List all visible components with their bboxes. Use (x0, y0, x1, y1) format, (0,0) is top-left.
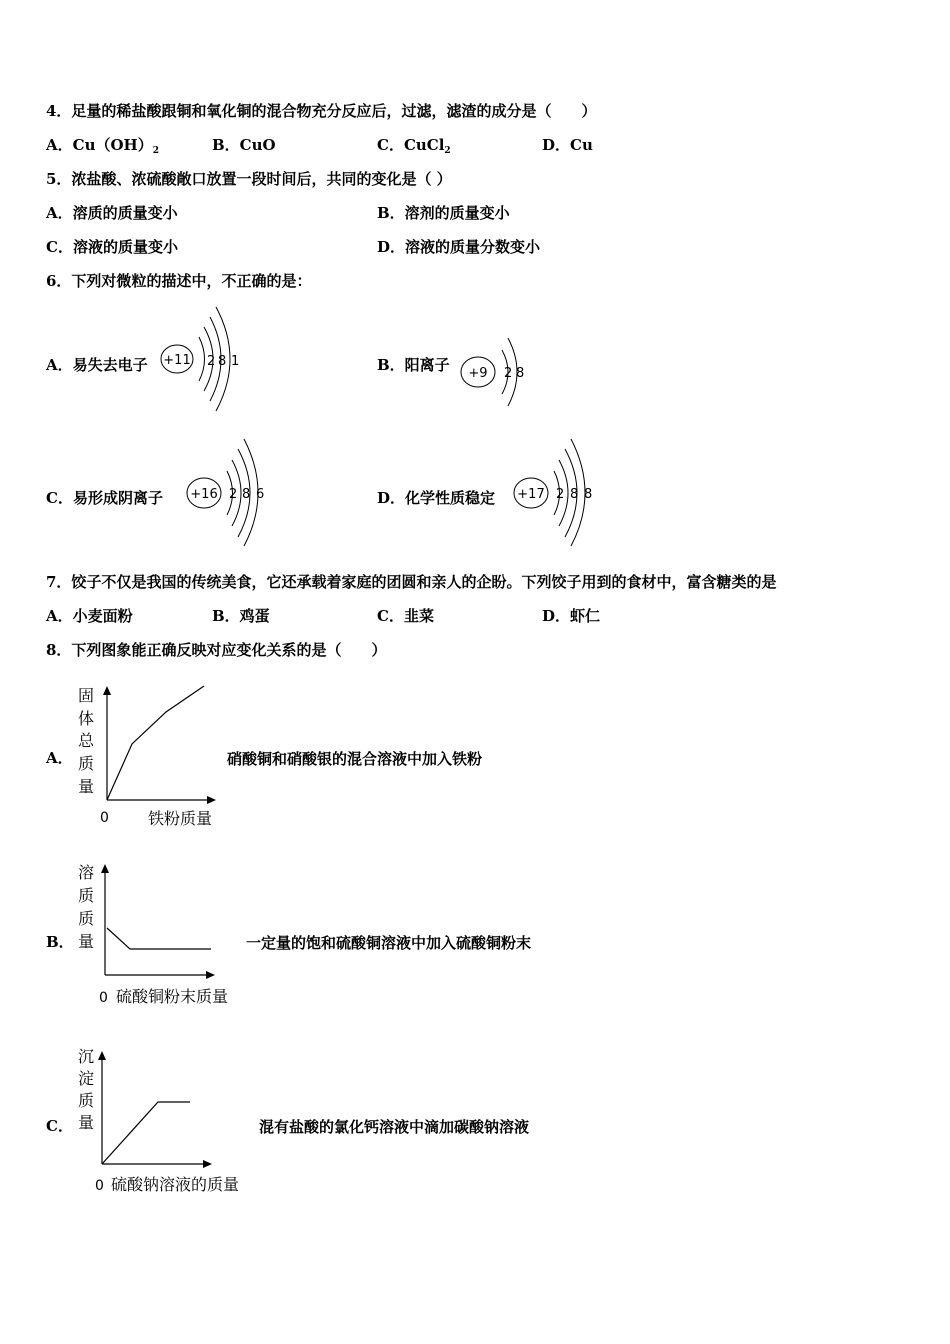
shell-count: 2 (207, 354, 216, 369)
nucleus-charge: +17 (517, 487, 545, 502)
shell-count: 8 (242, 487, 251, 502)
q6-stem: 6．下列对微粒的描述中，不正确的是： (46, 272, 312, 290)
y-axis-label-char: 质 (78, 1091, 95, 1110)
q7-option-b[interactable]: B．鸡蛋 (212, 607, 270, 625)
y-axis-label-char: 沉 (78, 1047, 95, 1066)
origin-label: 0 (100, 810, 109, 826)
y-axis-label-char: 固 (78, 686, 95, 705)
y-axis-label-char: 量 (78, 932, 95, 951)
q7-stem: 7．饺子不仅是我国的传统美食，它还承载着家庭的团圆和亲人的企盼。下列饺子用到的食材中，富含糖类的是 (46, 573, 777, 591)
q8-option-c[interactable]: C． (46, 1117, 73, 1135)
data-line (107, 928, 211, 949)
q7-option-c[interactable]: C．韭菜 (377, 607, 434, 625)
q8-option-a[interactable]: A． (46, 749, 73, 767)
q4-option-a[interactable] (46, 135, 159, 161)
x-axis-label: 铁粉质量 (148, 809, 213, 828)
shell-count: 8 (218, 354, 227, 369)
x-axis-label: 硫酸钠溶液的质量 (111, 1175, 240, 1194)
q7-option-d[interactable]: D．虾仁 (542, 607, 601, 625)
q4-option-a-sub: 2 (152, 146, 159, 156)
nucleus-charge: +11 (163, 353, 191, 368)
x-axis-arrow (206, 971, 215, 979)
y-axis-arrow (98, 1051, 106, 1060)
graph-a (74, 682, 234, 832)
q4-option-c-text: C．CuCl (377, 136, 445, 154)
y-axis-label-char: 体 (78, 709, 95, 728)
atom-diagram-d (512, 436, 602, 548)
q8-option-c-desc: 混有盐酸的氯化钙溶液中滴加碳酸钠溶液 (259, 1118, 530, 1136)
shell-count: 6 (256, 487, 265, 502)
q8-option-b[interactable]: B． (46, 933, 74, 951)
q4-option-a-text: A．Cu（OH） (46, 136, 153, 154)
y-axis-label-char: 溶 (78, 863, 95, 882)
shell-count: 2 (229, 487, 238, 502)
shell-count: 8 (570, 487, 579, 502)
graph-c (74, 1044, 264, 1196)
q6-option-d[interactable]: D．化学性质稳定 (377, 489, 496, 507)
shell-count: 8 (516, 366, 525, 381)
q4-option-c[interactable] (377, 135, 451, 161)
atom-diagram-c (184, 436, 274, 548)
shell-count: 1 (231, 354, 240, 369)
origin-label: 0 (95, 1178, 104, 1194)
data-line (102, 1102, 190, 1164)
shell-count: 2 (504, 366, 513, 381)
atom-diagram-a (158, 303, 248, 415)
y-axis-label-char: 质 (78, 886, 95, 905)
y-axis-label-char: 质 (78, 754, 95, 773)
shell-count: 2 (556, 487, 565, 502)
q8-option-b-desc: 一定量的饱和硫酸铜溶液中加入硫酸铜粉末 (246, 934, 532, 952)
shell-count: 8 (584, 487, 593, 502)
q6-option-a[interactable]: A．易失去电子 (46, 356, 148, 374)
q7-option-a[interactable]: A．小麦面粉 (46, 607, 133, 625)
x-axis-label: 硫酸铜粉末质量 (116, 987, 229, 1006)
q4-option-c-sub: 2 (444, 146, 451, 156)
x-axis-arrow (203, 1160, 212, 1168)
q4-option-b[interactable]: B．CuO (212, 136, 276, 154)
x-axis-arrow (207, 796, 216, 804)
q8-stem: 8．下列图象能正确反映对应变化关系的是（ ） (46, 641, 387, 659)
nucleus-charge: +16 (190, 487, 218, 502)
q6-option-c[interactable]: C．易形成阴离子 (46, 489, 163, 507)
origin-label: 0 (99, 990, 108, 1006)
y-axis-label-char: 量 (78, 777, 95, 796)
y-axis-arrow (103, 686, 111, 695)
q5-option-b[interactable]: B．溶剂的质量变小 (377, 204, 510, 222)
y-axis-label-char: 总 (78, 731, 95, 750)
y-axis-arrow (101, 864, 109, 873)
q6-option-b[interactable]: B．阳离子 (377, 356, 450, 374)
q5-option-a[interactable]: A．溶质的质量变小 (46, 204, 178, 222)
atom-diagram-b (458, 325, 530, 413)
graph-b (74, 860, 249, 1010)
y-axis-label-char: 淀 (78, 1069, 95, 1088)
q5-option-d[interactable]: D．溶液的质量分数变小 (377, 238, 541, 256)
y-axis-label-char: 量 (78, 1113, 95, 1132)
electron-shell-arc (199, 337, 205, 381)
q4-option-d[interactable]: D．Cu (542, 136, 593, 154)
q8-option-a-desc: 硝酸铜和硝酸银的混合溶液中加入铁粉 (227, 750, 483, 768)
q5-option-c[interactable]: C．溶液的质量变小 (46, 238, 178, 256)
data-line (107, 686, 204, 800)
q4-stem: 4．足量的稀盐酸跟铜和氧化铜的混合物充分反应后，过滤，滤渣的成分是（ ） (46, 102, 597, 120)
nucleus-charge: +9 (468, 366, 488, 381)
q5-stem: 5．浓盐酸、浓硫酸敞口放置一段时间后，共同的变化是（ ） (46, 170, 452, 188)
y-axis-label-char: 质 (78, 909, 95, 928)
